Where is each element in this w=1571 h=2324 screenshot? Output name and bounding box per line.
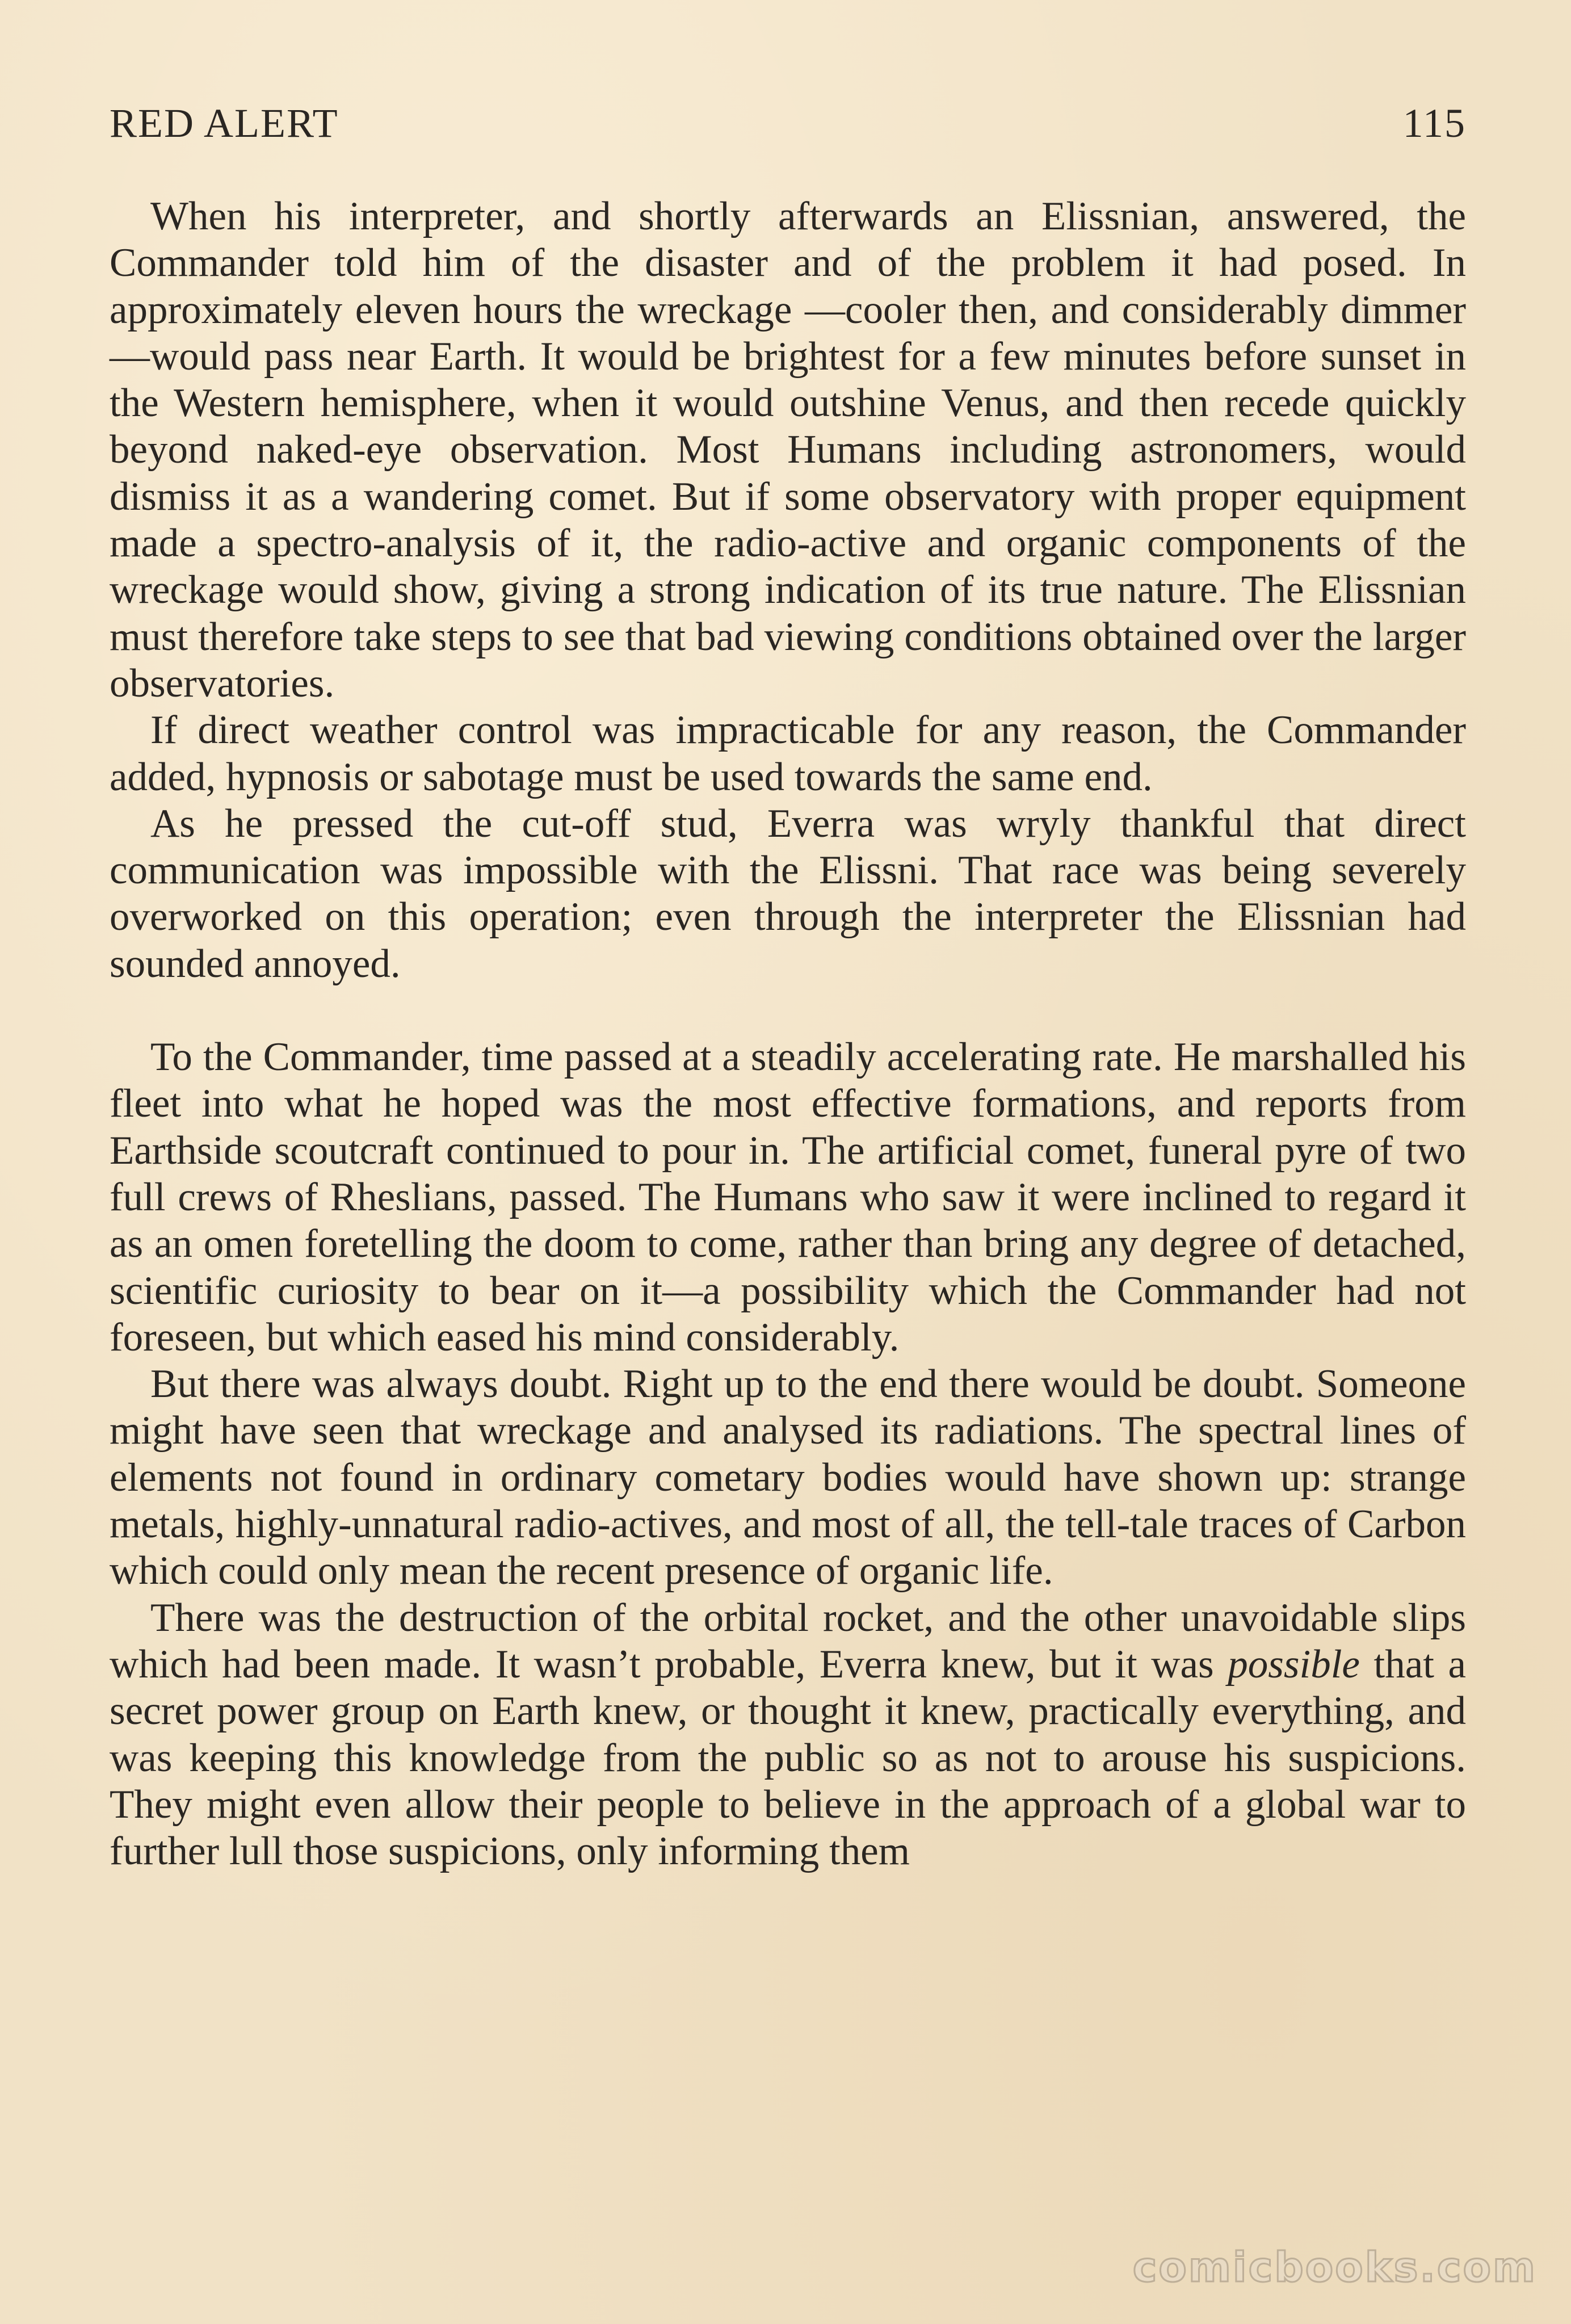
paragraph-6-italic: possible [1228,1642,1360,1687]
page-number: 115 [1402,100,1466,146]
paragraph-4: To the Commander, time passed at a steadily accelerating rate. He marshalled his fleet into what he hoped was the most effective formations, and reports from Earthside scoutcraft continued to pour in. The artificial comet, funeral pyre of two full crews of Rheslians, passed. The Humans who saw it were inclined to regard it as an omen foretelling the doom to come, rather than bring any degree of detached, scientific curiosity to bear on it—a possibility which the Commander had not foreseen, but which eased his mind considerably. [110,1035,1466,1360]
paragraph-6 [110,1595,1466,1875]
running-head [110,98,1466,149]
paragraph-6-part-1: There was the destruction of the orbital rocket, and the other unavoidable slips which had been made. It wasn’t probable, Everra knew, but it was [110,1595,1466,1687]
paragraph-3: As he pressed the cut-off stud, Everra was wryly thankful that direct communication was impossible with the Elissni. That race was being severely overworked on this operation; even through the interpreter the Elissnian had sounded annoyed. [110,801,1466,986]
running-head-title: RED ALERT [110,100,339,146]
paragraph-2: If direct weather control was impracticable for any reason, the Commander added, hypnosis or sabotage must be used towards the same end. [110,708,1466,799]
paragraph-5: But there was always doubt. Right up to the end there would be doubt. Someone might have seen that wreckage and analysed its radiations. The spectral lines of elements not found in ordinary cometary bodies would have shown up: strange metals, highly-unnatural radio-actives, and most of all, the tell-tale traces of Carbon which could only mean the recent presence of organic life. [110,1362,1466,1593]
watermark: comicbooks.com [1132,2243,1537,2291]
body-text [110,193,1466,1874]
paragraph-6-part-2: that a secret power group on Earth knew, or thought it knew, practically everything, and was keeping this knowledge from the public so as not to arouse his suspicions. They might even allow their people to believe in the approach of a global war to further lull those suspicions, only informing them [110,1642,1467,1874]
paragraph-1: When his interpreter, and shortly afterwards an Elissnian, answered, the Commander told him of the disaster and of the problem it had posed. In approximately eleven hours the wreckage —cooler then, and considerably dimmer—would pass near Earth. It would be brightest for a few minutes before sunset in the Western hemisphere, when it would outshine Venus, and then recede quickly beyond naked-eye observation. Most Humans including astronomers, would dismiss it as a wandering comet. But if some observatory with proper equipment made a spectro-analysis of it, the radio-active and organic components of the wreckage would show, giving a strong indication of its true nature. The Elissnian must therefore take steps to see that bad viewing conditions obtained over the larger observatories. [110,194,1466,706]
